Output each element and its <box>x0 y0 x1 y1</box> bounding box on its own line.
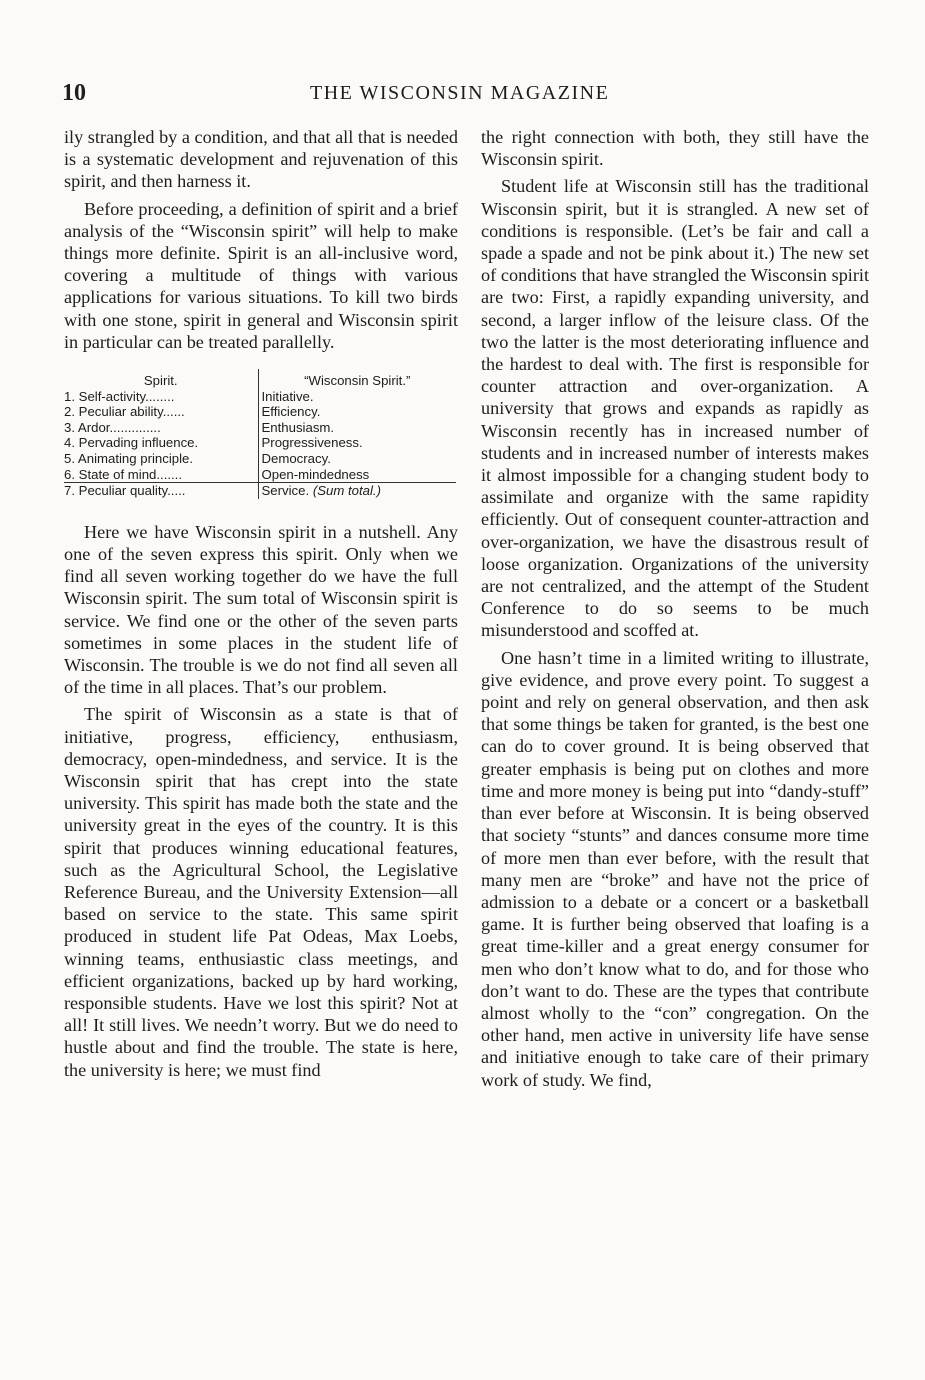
table-row <box>64 451 456 467</box>
table-row <box>64 483 456 499</box>
table-header-wisconsin-spirit: “Wisconsin Spirit.” <box>304 373 411 389</box>
table-cell-spirit: 5. Animating principle. <box>64 451 258 467</box>
table-cell-wisconsin: Open-mindedness <box>258 467 456 483</box>
table-row <box>64 404 456 420</box>
table-cell-wisconsin: Initiative. <box>261 388 314 404</box>
table-row <box>64 389 456 405</box>
paragraph: the right connection with both, they still have the Wisconsin spirit. <box>481 127 869 170</box>
table-cell-wisconsin: Enthusiasm. <box>261 419 335 435</box>
paragraph: Before proceeding, a definition of spirit and a brief analysis of the “Wisconsin spirit” will help to make things more definite. Spirit is an all-inclusive word, covering a multitude of things with various applications for various situations. To kill two birds with one stone, spirit in general and Wisconsin spirit in particular can be treated parallelly. <box>64 198 458 352</box>
page-number: 10 <box>62 80 86 106</box>
spirit-comparison-table <box>64 369 456 499</box>
table-cell-spirit: 7. Peculiar quality..... <box>64 483 258 499</box>
paragraph: One hasn’t time in a limited writing to illustrate, give evidence, and prove every point. To suggest a point and rely on general observation, and then ask that some things be taken for granted, is the best one can do to cover ground. It is being observed that greater emphasis is being put on clothes and more time and more money is being put into “dandy-stuff” than ever before at Wisconsin. It is being observed that society “stunts” and dances consume more time of more men than ever before, with the result that many men are “broke” and have not the price of admission to a debate or a concert or a basketball game. It is further being observed that loafing is a great time-killer and a great energy consumer for men who don’t know what to do, and for those who don’t want to do. These are the types that contribute almost wholly to the “con” congregation. On the other hand, men active in university life have sense and initiative enough to take care of their primary work of study. We find, <box>481 647 869 1090</box>
table-row <box>64 435 456 451</box>
paragraph: Here we have Wisconsin spirit in a nutshell. Any one of the seven express this spirit. Only when we find all seven working together do we have the full Wisconsin spirit. The sum total of Wisconsin spirit is service. We find one or the other of the seven parts sometimes in some places in the student life of Wisconsin. The trouble is we do not find all seven all of the time in all places. That’s our problem. <box>64 521 458 698</box>
table-cell-spirit: 6. State of mind....... <box>64 467 258 483</box>
table-cell-wisconsin <box>258 483 456 499</box>
paragraph: Student life at Wisconsin still has the traditional Wisconsin spirit, but it is strangled. A new set of conditions is responsible. (Let’s be fair and call a spade a spade and not be pink about it.) The new set of conditions that have strangled the Wisconsin spirit are two: First, a rapidly expanding university, and second, a larger inflow of the leisure class. Of the two the latter is the most deteriorating influence and the hardest to deal with. The first is responsible for counter attraction and over-organization. A university that grows and expands as rapidly as Wisconsin recently has in increased number of students and in increased number of interests makes it almost impossible for a changing student body to assimilate and organize with the same rapidity efficiently. Out of consequent counter-attraction and over-organization, we have the disastrous result of loose organization. Organizations of the university are not centralized, and the attempt of the Student Conference to do so seems to be much misunderstood and scoffed at. <box>481 176 869 641</box>
table-header-row <box>64 369 456 389</box>
sum-total-note: (Sum total.) <box>312 483 381 499</box>
running-title: THE WISCONSIN MAGAZINE <box>310 82 610 104</box>
table-cell-spirit: 3. Ardor.............. <box>64 420 258 436</box>
table-cell-spirit: 4. Pervading influence. <box>64 435 258 451</box>
page-header <box>62 80 872 108</box>
left-column <box>64 126 458 1081</box>
table-row <box>64 420 456 436</box>
table-cell-wisconsin: Progressiveness. <box>261 435 363 451</box>
paragraph: ily strangled by a condition, and that all that is needed is a systematic development and rejuvenation of this spirit, and then harness it. <box>64 127 458 192</box>
table-cell-wisconsin: Efficiency. <box>261 404 321 420</box>
table-cell-spirit: 2. Peculiar ability...... <box>64 404 258 420</box>
table-cell-spirit: 1. Self-activity........ <box>64 389 258 405</box>
paragraph: The spirit of Wisconsin as a state is that of initiative, progress, efficiency, enthusiasm, democracy, open-mindedness, and service. It is the Wisconsin spirit that has crept into the state university. This spirit has made both the state and the university great in the eyes of the country. It is this spirit that produces winning educational features, such as the Agricultural School, the Legislative Reference Bureau, and the University Extension—all based on service to the state. This same spirit produced in student life Pat Odeas, Max Loebs, winning teams, enthusiastic class meetings, and efficient organizations, backed up by hard working, responsible students. Have we lost this spirit? Not at all! It still lives. We needn’t worry. But we do need to hustle about and find the trouble. The state is here, the university is here; we must find <box>64 704 458 1080</box>
table-cell-service: Service. <box>261 483 310 499</box>
table-row <box>64 467 456 483</box>
right-column <box>481 126 869 1091</box>
table-cell-wisconsin: Democracy. <box>261 451 331 466</box>
table-header-spirit: Spirit. <box>64 369 258 389</box>
